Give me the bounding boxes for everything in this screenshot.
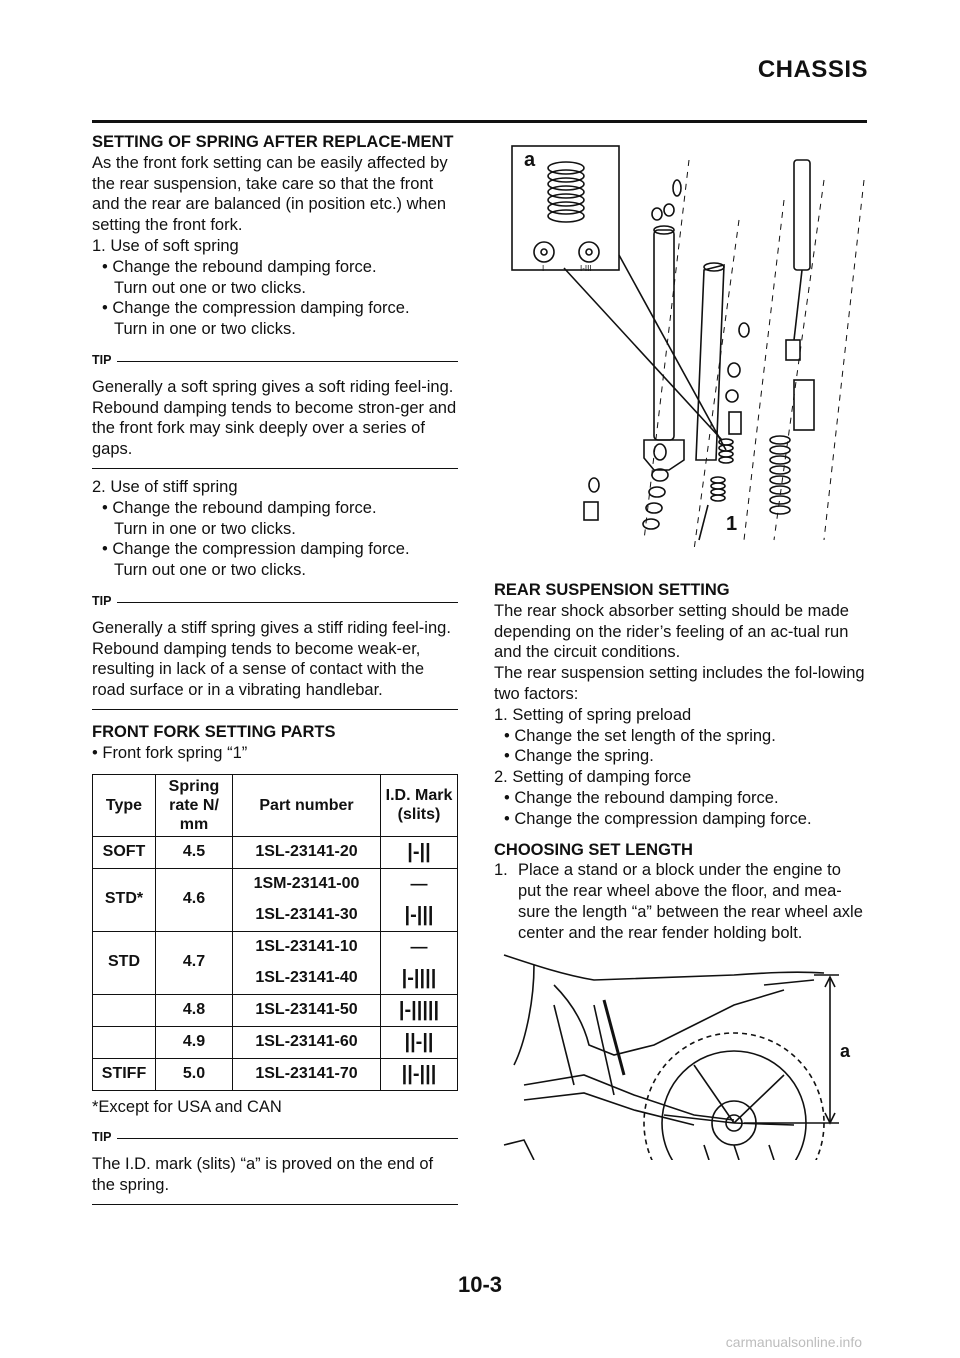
- damping-bullet-2: • Change the compression damping force.: [504, 809, 812, 828]
- seat-outline: [504, 955, 824, 980]
- cell-part: 1SM-23141-00: [233, 868, 381, 900]
- inset-spring: [548, 162, 584, 222]
- cell-type: STIFF: [93, 1058, 156, 1090]
- outer-tube: [644, 226, 684, 470]
- tip-3-header: [92, 1127, 458, 1148]
- fig1-slit-label-iiii: I-III: [580, 264, 592, 273]
- set-length-heading: CHOOSING SET LENGTH: [494, 840, 693, 859]
- cell-part: 1SL-23141-50: [233, 994, 381, 1026]
- preload-item: 1. Setting of spring preload: [494, 705, 692, 724]
- fig2-label-a: a: [840, 1041, 851, 1061]
- stiff-spring-item: 2. Use of stiff spring: [92, 477, 238, 496]
- set-length-item-num: 1.: [494, 861, 508, 880]
- soft-spring-item: 1. Use of soft spring: [92, 236, 239, 255]
- header-rule: [92, 120, 867, 123]
- parts-heading: FRONT FORK SETTING PARTS: [92, 722, 336, 741]
- cell-mark: ||-|||: [381, 1058, 458, 1090]
- stiff-bullet-2-text: • Change the compression damping force.: [102, 540, 410, 559]
- cell-mark: ||-||: [381, 1026, 458, 1058]
- cell-mark: |-||: [381, 836, 458, 868]
- cell-type: [93, 994, 156, 1026]
- swingarm: [524, 1075, 734, 1120]
- table-header-row: [93, 774, 458, 836]
- set-length-item-text: Place a stand or a block under the engine to put the rear wheel above the floor, and mea-sure the length “a” between the rear wheel axle center and the rear fender holding bolt.: [518, 861, 863, 942]
- soft-bullet-1: [92, 257, 458, 299]
- cell-mark: |-||||: [381, 963, 458, 995]
- cell-type: STD*: [93, 868, 156, 931]
- cell-mark: |-|||: [381, 900, 458, 932]
- page-header-title: CHASSIS: [757, 56, 868, 83]
- stiff-bullet-1-cont: Turn in one or two clicks.: [114, 519, 296, 538]
- table-header-mark: I.D. Mark (slits): [381, 774, 458, 836]
- table-footnote: *Except for USA and CAN: [92, 1097, 282, 1116]
- tip-1-body: Generally a soft spring gives a soft riding feel-ing. Rebound damping tends to become stron-ger and the front fork may sink deeply over a series of gaps.: [92, 377, 458, 469]
- preload-bullet-1: • Change the set length of the spring.: [504, 726, 776, 745]
- table-header-type: Type: [93, 774, 156, 836]
- watermark: carmanualsonline.info: [725, 1334, 862, 1350]
- rear-paragraph-2: The rear suspension setting includes the fol-lowing two factors:: [494, 664, 865, 703]
- soft-bullet-2: [92, 298, 458, 340]
- tip-3-label: TIP: [92, 1130, 112, 1145]
- table-header-part: Part number: [233, 774, 381, 836]
- cell-part: 1SL-23141-70: [233, 1058, 381, 1090]
- cell-rate: 4.9: [156, 1026, 233, 1058]
- damper-assembly: [786, 160, 810, 360]
- rear-paragraph-1: The rear shock absorber setting should be made depending on the rider’s feeling of an ac-tual run and the circuit conditions.: [494, 601, 849, 662]
- table-header-rate: Spring rate N/ mm: [156, 774, 233, 836]
- tip-2-header: [92, 591, 458, 612]
- preload-bullet-2: • Change the spring.: [504, 747, 654, 766]
- damping-item: 2. Setting of damping force: [494, 768, 692, 787]
- tip-2-body: Generally a stiff spring gives a stiff riding feel-ing. Rebound damping tends to become weak-er, resulting in lack of a sense of contact with the road surface or in a vibrating handlebar.: [92, 618, 458, 710]
- fig1-label-a: a: [524, 149, 536, 171]
- soft-bullet-2-cont: Turn in one or two clicks.: [114, 320, 296, 339]
- fig1-slit-label-i: I: [542, 264, 545, 273]
- intro-paragraph: As the front fork setting can be easily affected by the rear suspension, take care so that the front and the rear are balanced (in position etc.) when setting the front fork.: [92, 153, 448, 235]
- soft-bullet-1-cont: Turn out one or two clicks.: [114, 278, 306, 297]
- stiff-bullet-2-cont: Turn out one or two clicks.: [114, 561, 306, 580]
- page-number: 10-3: [457, 1272, 503, 1297]
- rear-set-length-diagram: [494, 945, 867, 1160]
- cell-part: 1SL-23141-10: [233, 931, 381, 963]
- set-length-item: [494, 860, 867, 943]
- cell-part: 1SL-23141-60: [233, 1026, 381, 1058]
- spring-heading: SETTING OF SPRING AFTER REPLACE-MENT: [92, 133, 454, 151]
- right-column: [494, 580, 867, 944]
- cell-mark: —: [381, 931, 458, 963]
- table-row: [93, 1058, 458, 1090]
- front-fork-exploded-diagram: [494, 140, 867, 570]
- table-row: [93, 868, 458, 900]
- tip-3-body: The I.D. mark (slits) “a” is proved on the end of the spring.: [92, 1154, 458, 1205]
- tip-1-label: TIP: [92, 352, 112, 367]
- rear-wheel: [644, 1033, 824, 1160]
- left-column: [92, 132, 458, 1213]
- cell-type: STD: [93, 931, 156, 994]
- soft-bullet-2-text: • Change the compression damping force.: [102, 299, 410, 318]
- inner-tube: [696, 263, 724, 460]
- damping-bullet-1: • Change the rebound damping force.: [504, 788, 779, 807]
- spring-table: [92, 774, 458, 1091]
- table-row: [93, 836, 458, 868]
- fig1-label-1: 1: [726, 513, 738, 535]
- tip-1-header: [92, 350, 458, 371]
- fork-spring: [711, 439, 733, 501]
- cell-part: 1SL-23141-40: [233, 963, 381, 995]
- cell-rate: 4.8: [156, 994, 233, 1026]
- cell-mark: —: [381, 868, 458, 900]
- stiff-bullet-1-text: • Change the rebound damping force.: [102, 498, 377, 517]
- cell-rate: 4.7: [156, 931, 233, 994]
- cell-part: 1SL-23141-20: [233, 836, 381, 868]
- cell-part: 1SL-23141-30: [233, 900, 381, 932]
- cell-type: [93, 1026, 156, 1058]
- stiff-bullet-2: [92, 539, 458, 581]
- cell-rate: 4.5: [156, 836, 233, 868]
- stiff-bullet-1: [92, 498, 458, 540]
- soft-bullet-1-text: • Change the rebound damping force.: [102, 257, 377, 276]
- table-row: [93, 931, 458, 963]
- rear-suspension-heading: REAR SUSPENSION SETTING: [494, 581, 730, 599]
- tip-2-label: TIP: [92, 593, 112, 608]
- table-row: [93, 994, 458, 1026]
- parts-bullet: • Front fork spring “1”: [92, 743, 248, 762]
- table-row: [93, 1026, 458, 1058]
- cell-rate: 4.6: [156, 868, 233, 931]
- cell-mark: |-|||||: [381, 994, 458, 1026]
- cell-type: SOFT: [93, 836, 156, 868]
- cell-rate: 5.0: [156, 1058, 233, 1090]
